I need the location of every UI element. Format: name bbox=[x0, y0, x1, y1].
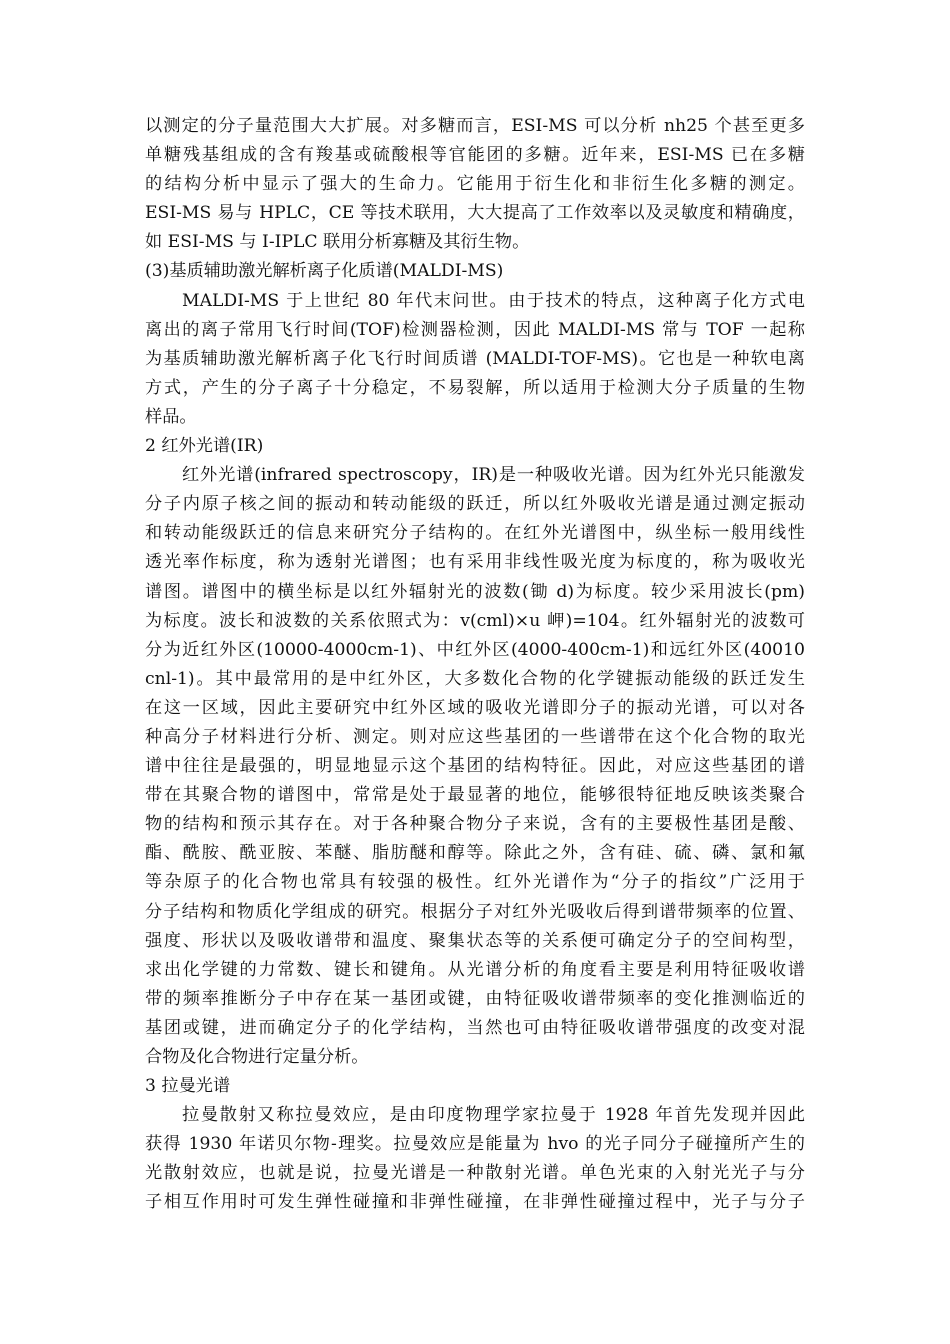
text-line-content: 子相互作用时可发生弹性碰撞和非弹性碰撞，在非弹性碰撞过程中，光子与分子 bbox=[145, 1192, 805, 1213]
text-line bbox=[145, 316, 805, 345]
text-line bbox=[145, 578, 805, 607]
text-line-content: 等杂原子的化合物也常具有较强的极性。红外光谱作为“分子的指纹”广泛用于 bbox=[145, 872, 805, 893]
text-line-content: 拉曼散射又称拉曼效应，是由印度物理学家拉曼于 1928 年首先发现并因此 bbox=[182, 1105, 805, 1126]
text-line-content: 分子结构和物质化学组成的研究。根据分子对红外光吸收后得到谱带频率的位置、 bbox=[145, 901, 805, 922]
text-line-content: 分子内原子核之间的振动和转动能级的跃迁，所以红外吸收光谱是通过测定振动 bbox=[145, 494, 805, 515]
text-line-content: 光散射效应，也就是说，拉曼光谱是一种散射光谱。单色光束的入射光光子与分 bbox=[145, 1163, 805, 1184]
text-line bbox=[145, 723, 805, 752]
text-line bbox=[145, 752, 805, 781]
text-line bbox=[145, 1130, 805, 1159]
text-line-content: 的结构分析中显示了强大的生命力。它能用于衍生化和非衍生化多糖的测定。 bbox=[145, 174, 805, 195]
text-line bbox=[145, 1101, 805, 1130]
text-line-content: 2 红外光谱(IR) bbox=[145, 436, 264, 457]
text-line bbox=[145, 985, 805, 1014]
text-line-content: 获得 1930 年诺贝尔物-理奖。拉曼效应是能量为 hvo 的光子同分子碰撞所产生的 bbox=[145, 1134, 805, 1155]
text-line-content: 方式，产生的分子离子十分稳定，不易裂解，所以适用于检测大分子质量的生物 bbox=[145, 377, 805, 398]
text-line-content: 酯、酰胺、酰亚胺、苯醚、脂肪醚和醇等。除此之外，含有硅、硫、磷、氯和氟 bbox=[145, 843, 805, 864]
text-line bbox=[145, 839, 805, 868]
text-line-content: cnl-1)。其中最常用的是中红外区，大多数化合物的化学键振动能级的跃迁发生 bbox=[145, 668, 805, 689]
text-line-content: 透光率作标度，称为透射光谱图；也有采用非线性吸光度为标度的，称为吸收光 bbox=[145, 552, 805, 573]
text-line bbox=[145, 199, 805, 228]
text-line bbox=[145, 112, 805, 141]
text-line-content: 谱中往往是最强的，明显地显示这个基团的结构特征。因此，对应这些基团的谱 bbox=[145, 756, 805, 777]
text-line-content: 离出的离子常用飞行时间(TOF)检测器检测，因此 MALDI-MS 常与 TOF 一起称 bbox=[145, 319, 805, 340]
text-line bbox=[145, 1159, 805, 1188]
text-line bbox=[145, 432, 805, 461]
text-line bbox=[145, 519, 805, 548]
text-line bbox=[145, 141, 805, 170]
text-line bbox=[145, 956, 805, 985]
text-line bbox=[145, 257, 805, 286]
text-line-content: ESI-MS 易与 HPLC，CE 等技术联用，大大提高了工作效率以及灵敏度和精确度， bbox=[145, 203, 805, 224]
text-line bbox=[145, 927, 805, 956]
text-line bbox=[145, 490, 805, 519]
text-line bbox=[145, 374, 805, 403]
text-line-content: 基团或键，进而确定分子的化学结构，当然也可由特征吸收谱带强度的改变对混 bbox=[145, 1017, 805, 1038]
text-line-content: 红外光谱(infrared spectroscopy，IR)是一种吸收光谱。因为红外光只能激发 bbox=[182, 465, 805, 486]
text-line bbox=[145, 1043, 805, 1072]
text-line bbox=[145, 170, 805, 199]
text-line bbox=[145, 1072, 805, 1101]
text-line-content: 带的频率推断分子中存在某一基团或键，由特征吸收谱带频率的变化推测临近的 bbox=[145, 988, 805, 1009]
text-line bbox=[145, 403, 805, 432]
text-line-content: 种高分子材料进行分析、测定。则对应这些基团的一些谱带在这个化合物的取光 bbox=[145, 726, 805, 747]
text-line bbox=[145, 781, 805, 810]
text-line bbox=[145, 636, 805, 665]
text-line-content: 强度、形状以及吸收谱带和温度、聚集状态等的关系便可确定分子的空间构型， bbox=[145, 930, 805, 951]
text-line bbox=[145, 1188, 805, 1217]
text-line-content: 单糖残基组成的含有羧基或硫酸根等官能团的多糖。近年来，ESI-MS 已在多糖 bbox=[145, 145, 805, 166]
text-line bbox=[145, 228, 805, 257]
text-line-content: MALDI-MS 于上世纪 80 年代末问世。由于技术的特点，这种离子化方式电 bbox=[182, 290, 805, 311]
text-line bbox=[145, 287, 805, 316]
text-line-content: 如 ESI-MS 与 I-IPLC 联用分析寡糖及其衍生物。 bbox=[145, 232, 530, 253]
text-line bbox=[145, 345, 805, 374]
text-line-content: (3)基质辅助激光解析离子化质谱(MALDI-MS) bbox=[145, 261, 504, 282]
text-line-content: 谱图。谱图中的横坐标是以红外辐射光的波数(锄 d)为标度。较少采用波长(pm) bbox=[145, 581, 805, 602]
text-line-content: 在这一区域，因此主要研究中红外区域的吸收光谱即分子的振动光谱，可以对各 bbox=[145, 697, 805, 718]
text-line-content: 分为近红外区(10000-4000cm-1)、中红外区(4000-400cm-1)和远红外区(40010 bbox=[145, 639, 805, 660]
text-line bbox=[145, 810, 805, 839]
text-line bbox=[145, 898, 805, 927]
text-line-content: 为基质辅助激光解析离子化飞行时间质谱 (MALDI-TOF-MS)。它也是一种软电离 bbox=[145, 348, 805, 369]
text-line-content: 求出化学键的力常数、键长和键角。从光谱分析的角度看主要是利用特征吸收谱 bbox=[145, 959, 805, 980]
text-line-content: 以测定的分子量范围大大扩展。对多糖而言，ESI-MS 可以分析 nh25 个甚至更多 bbox=[145, 116, 805, 136]
text-line bbox=[145, 607, 805, 636]
text-line-content: 合物及化合物进行定量分析。 bbox=[145, 1047, 369, 1067]
text-line-content: 样品。 bbox=[145, 406, 197, 427]
text-line bbox=[145, 665, 805, 694]
text-line-content: 物的结构和预示其存在。对于各种聚合物分子来说，含有的主要极性基团是酸、 bbox=[145, 814, 805, 835]
text-line-content: 和转动能级跃迁的信息来研究分子结构的。在红外光谱图中，纵坐标一般用线性 bbox=[145, 523, 805, 544]
text-line-content: 为标度。波长和波数的关系依照式为：v(cml)×u 岬)=104。红外辐射光的波数可 bbox=[145, 610, 805, 631]
text-line bbox=[145, 548, 805, 577]
text-line bbox=[145, 461, 805, 490]
text-line bbox=[145, 868, 805, 897]
document-page bbox=[145, 112, 805, 1218]
text-line bbox=[145, 694, 805, 723]
text-line-content: 3 拉曼光谱 bbox=[145, 1076, 231, 1097]
text-line bbox=[145, 1014, 805, 1043]
text-line-content: 带在其聚合物的谱图中，常常是处于最显著的地位，能够很特征地反映该类聚合 bbox=[145, 785, 805, 806]
